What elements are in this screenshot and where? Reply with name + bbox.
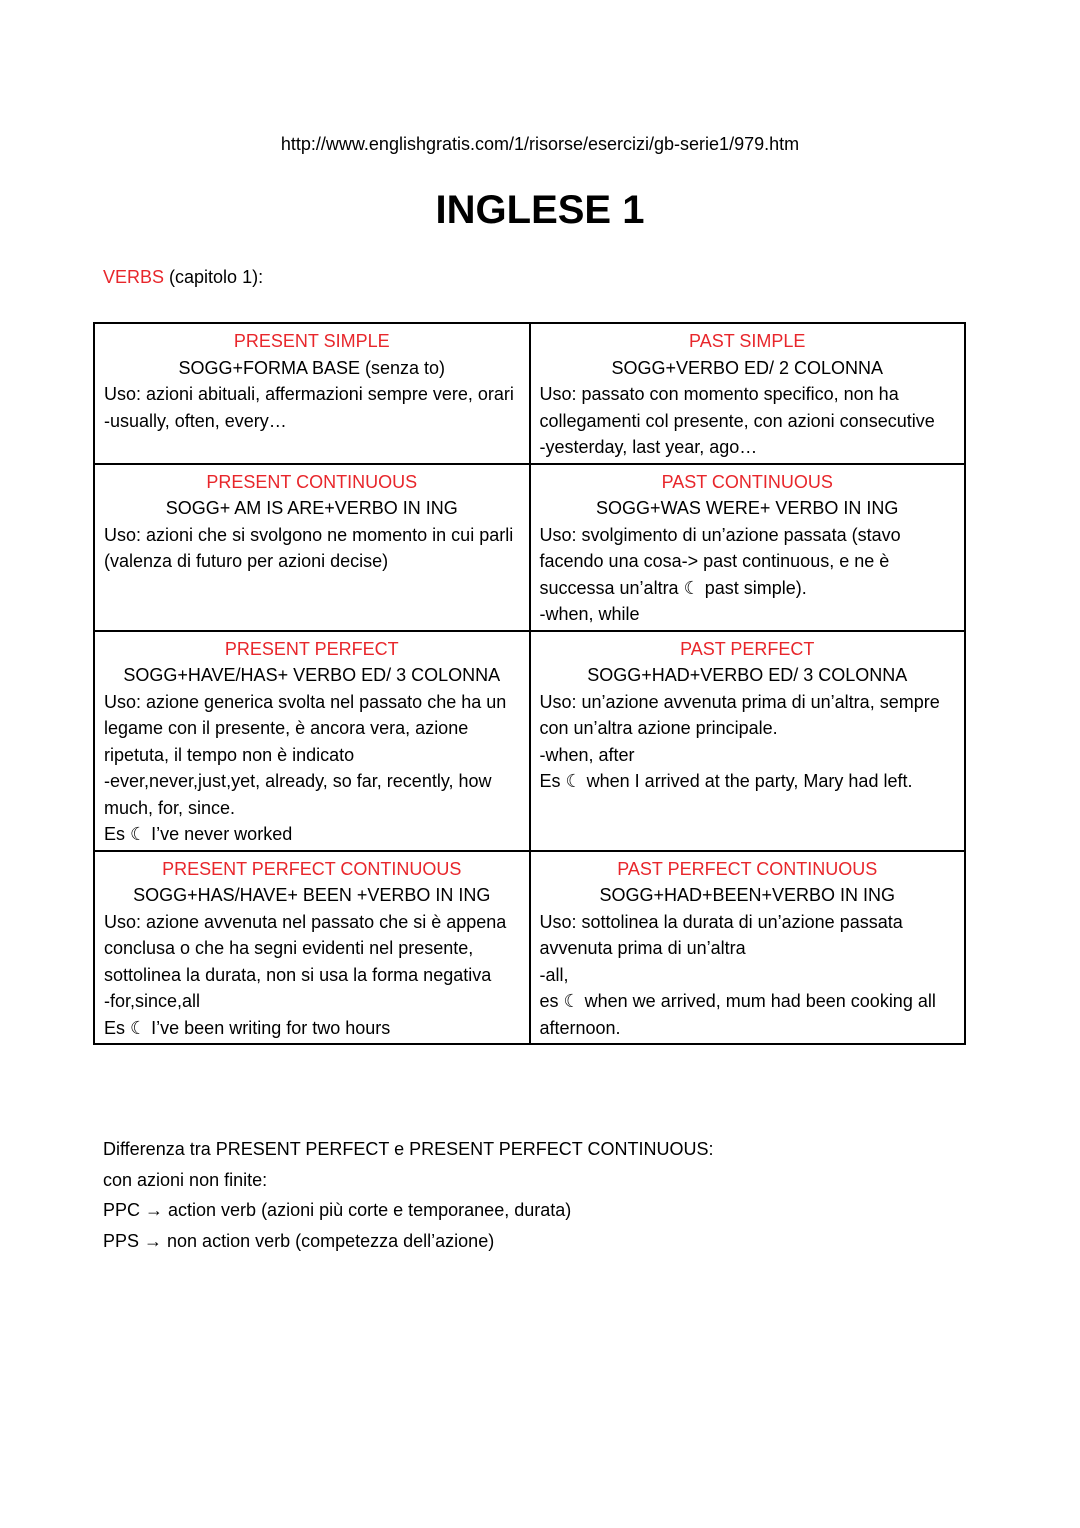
verb-tenses-table — [93, 322, 966, 1045]
tense-title: PRESENT PERFECT — [224, 638, 399, 659]
tense-title: PAST PERFECT — [680, 638, 815, 659]
table-row — [94, 631, 965, 851]
tense-formula: SOGG+ AM IS ARE+VERBO IN ING — [165, 498, 458, 518]
tense-formula: SOGG+FORMA BASE (senza to) — [178, 357, 446, 378]
tense-title: PRESENT PERFECT CONTINUOUS — [162, 858, 462, 879]
tense-cell — [530, 323, 966, 464]
tense-cell — [530, 464, 966, 631]
tense-formula: SOGG+HAS/HAVE+ BEEN +VERBO IN ING — [133, 885, 491, 905]
tense-detail-line: Uso: azione avvenuta nel passato che si è appena conclusa o che ha segni evidenti nel presente, sottolinea la durata, non si usa la forma negativa — [104, 911, 507, 985]
tense-detail-line: Uso: azione generica svolta nel passato che ha un legame con il presente, è ancora vera, azione ripetuta, il tempo non è indicato — [104, 691, 507, 765]
tense-detail-line: Uso: sottolinea la durata di un’azione passata avvenuta prima di un’altra — [539, 911, 903, 958]
tense-detail-line: Es ☾ when I arrived at the party, Mary had left. — [539, 771, 913, 791]
tense-title: PRESENT SIMPLE — [233, 331, 390, 351]
tense-cell — [94, 464, 530, 631]
section-heading-verbs: VERBS — [103, 267, 165, 287]
tense-detail-line: Uso: un’azione avvenuta prima di un’altra, sempre con un’altra azione principale. — [539, 691, 940, 738]
tense-cell — [94, 631, 530, 851]
tense-cell — [94, 323, 530, 464]
page-title: INGLESE 1 — [435, 188, 645, 232]
tense-formula: SOGG+HAD+VERBO ED/ 3 COLONNA — [587, 665, 908, 685]
tense-cell — [530, 631, 966, 851]
tense-detail-line: -when, while — [539, 604, 640, 624]
tense-formula: SOGG+WAS WERE+ VERBO IN ING — [596, 498, 899, 518]
tense-detail-line: Uso: passato con momento specifico, non ha collegamenti col presente, con azioni consecutive — [539, 384, 935, 431]
tense-title: PAST PERFECT CONTINUOUS — [617, 858, 878, 879]
source-url: http://www.englishgratis.com/1/risorse/esercizi/gb-serie1/979.htm — [280, 134, 800, 154]
tense-formula: SOGG+VERBO ED/ 2 COLONNA — [611, 357, 884, 378]
tense-title: PAST SIMPLE — [689, 331, 806, 351]
tense-detail-line: -ever,never,just,yet, already, so far, recently, how much, for, since. — [104, 771, 492, 818]
tense-title: PAST CONTINUOUS — [661, 471, 833, 492]
tense-detail-line: Uso: azioni che si svolgono ne momento in cui parli (valenza di futuro per azioni decise) — [104, 524, 514, 571]
tense-cell — [530, 851, 966, 1045]
tense-detail-line: Es ☾ I’ve never worked — [104, 824, 293, 844]
notes-line-unfinished: con azioni non finite: — [103, 1169, 268, 1190]
tense-cell — [94, 851, 530, 1045]
tense-formula: SOGG+HAVE/HAS+ VERBO ED/ 3 COLONNA — [123, 665, 501, 685]
table-row — [94, 323, 965, 464]
tense-detail-line: Uso: azioni abituali, affermazioni sempre vere, orari — [104, 384, 514, 404]
section-heading — [103, 265, 263, 289]
notes-section — [103, 1134, 983, 1256]
tense-detail-line: Es ☾ I’ve been writing for two hours — [104, 1017, 391, 1038]
tense-formula: SOGG+HAD+BEEN+VERBO IN ING — [599, 885, 896, 905]
tense-detail-line: -usually, often, every… — [104, 410, 287, 431]
verb-tenses-table-body — [94, 323, 965, 1044]
tense-detail-line: es ☾ when we arrived, mum had been cooking all afternoon. — [539, 991, 936, 1038]
tense-detail-line: Uso: svolgimento di un’azione passata (stavo facendo una cosa-> past continuous, e ne è successa un’altra ☾ past simple). — [539, 524, 901, 598]
tense-detail-line: -for,since,all — [104, 991, 201, 1011]
notes-line-pps: PPS → non action verb (competezza dell’azione) — [103, 1230, 495, 1251]
section-heading-chapter: (capitolo 1): — [164, 267, 264, 287]
tense-detail-line: -all, — [539, 964, 569, 985]
table-row — [94, 464, 965, 631]
notes-line-ppc: PPC → action verb (azioni più corte e temporanee, durata) — [103, 1200, 572, 1220]
tense-detail-line: -yesterday, last year, ago… — [539, 437, 758, 457]
notes-line-difference: Differenza tra PRESENT PERFECT e PRESENT PERFECT CONTINUOUS: — [103, 1139, 714, 1159]
tense-title: PRESENT CONTINUOUS — [206, 471, 418, 492]
tense-detail-line: -when, after — [539, 744, 635, 765]
table-row — [94, 851, 965, 1045]
